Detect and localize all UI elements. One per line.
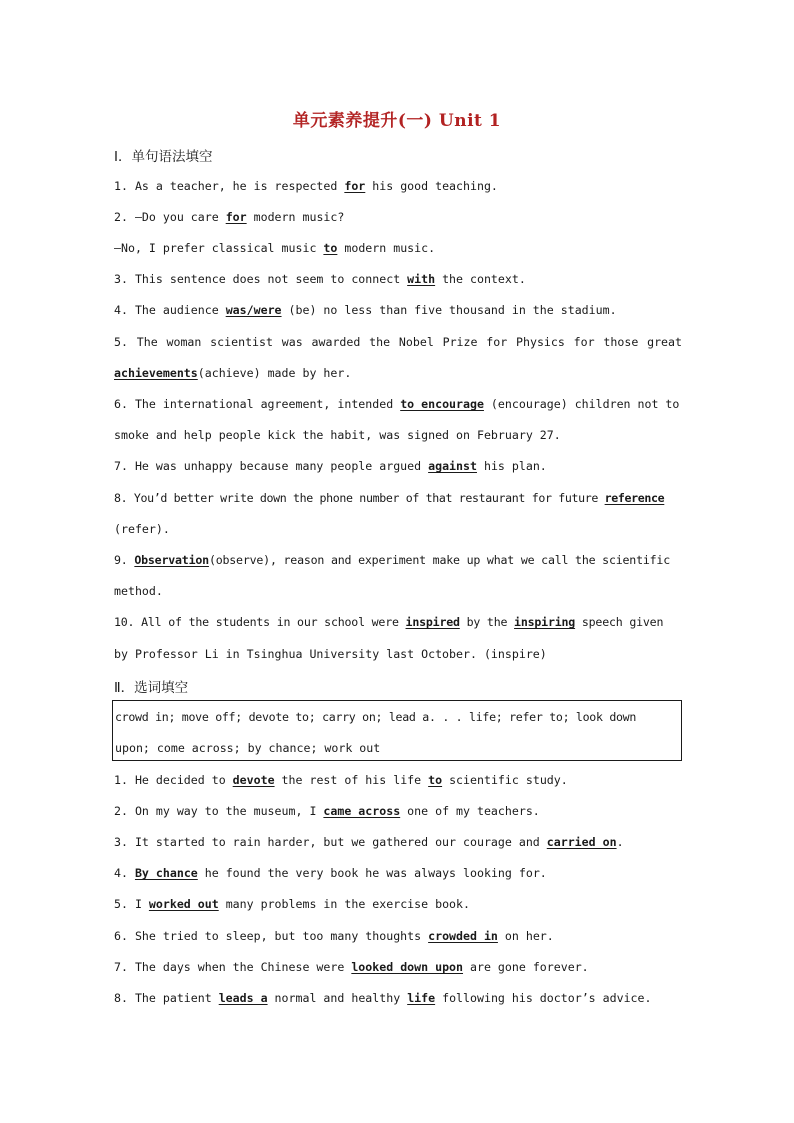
grammar-q9-line2: method. bbox=[114, 584, 163, 598]
choice-q2: 2. On my way to the museum, I came across one of my teachers. bbox=[114, 804, 540, 818]
choice-q3: 3. It started to rain harder, but we gathered our courage and carried on. bbox=[114, 835, 624, 849]
answer: inspired bbox=[405, 615, 460, 629]
answer: inspiring bbox=[514, 615, 576, 629]
section-heading-grammar: Ⅰ．单句语法填空 bbox=[114, 149, 213, 165]
choice-q4: 4. By chance he found the very book he was always looking for. bbox=[114, 866, 547, 880]
answer: for bbox=[344, 179, 366, 193]
grammar-q5-line1: 5. The woman scientist was awarded the Nobel Prize for Physics for those great bbox=[114, 335, 682, 349]
choice-q8: 8. The patient leads a normal and healthy life following his doctor’s advice. bbox=[114, 991, 652, 1005]
answer: came across bbox=[323, 804, 401, 818]
grammar-q6-line1: 6. The international agreement, intended to encourage (encourage) children not to bbox=[114, 397, 680, 411]
answer: to bbox=[323, 241, 338, 255]
answer: for bbox=[225, 210, 247, 224]
grammar-q10-line1: 10. All of the students in our school were inspired by the inspiring speech given bbox=[114, 615, 664, 629]
answer: worked out bbox=[148, 897, 219, 911]
grammar-q7: 7. He was unhappy because many people argued against his plan. bbox=[114, 459, 547, 473]
answer: looked down upon bbox=[351, 960, 464, 974]
page-title: 单元素养提升(一) Unit 1 bbox=[292, 111, 502, 131]
grammar-q5-line2: achievements(achieve) made by her. bbox=[114, 366, 352, 380]
choice-q1: 1. He decided to devote the rest of his life to scientific study. bbox=[114, 773, 568, 787]
answer: leads a bbox=[218, 991, 268, 1005]
answer: achievements bbox=[114, 366, 198, 380]
grammar-q9-line1: 9. Observation(observe), reason and experiment make up what we call the scientific bbox=[114, 553, 670, 567]
grammar-q2-reply: —No, I prefer classical music to modern music. bbox=[114, 241, 436, 255]
answer: Observation bbox=[134, 553, 209, 567]
choice-q7: 7. The days when the Chinese were looked down upon are gone forever. bbox=[114, 960, 589, 974]
answer: to bbox=[428, 773, 443, 787]
answer: was/were bbox=[225, 303, 282, 317]
grammar-q2-question: 2. —Do you care for modern music? bbox=[114, 210, 345, 224]
answer: crowded in bbox=[428, 929, 498, 943]
answer: with bbox=[407, 272, 436, 286]
answer: By chance bbox=[134, 866, 198, 880]
answer: life bbox=[407, 991, 436, 1005]
word-bank-line2: upon; come across; by chance; work out bbox=[115, 741, 381, 755]
answer: reference bbox=[604, 491, 665, 505]
choice-q5: 5. I worked out many problems in the exercise book. bbox=[114, 897, 470, 911]
grammar-q1: 1. As a teacher, he is respected for his good teaching. bbox=[114, 179, 498, 193]
answer: devote bbox=[232, 773, 275, 787]
word-bank-line1: crowd in; move off; devote to; carry on; lead a. . . life; refer to; look down bbox=[115, 710, 637, 724]
grammar-q10-line2: by Professor Li in Tsinghua University last October. (inspire) bbox=[114, 647, 547, 661]
grammar-q3: 3. This sentence does not seem to connect with the context. bbox=[114, 272, 526, 286]
grammar-q6-line2: smoke and help people kick the habit, was signed on February 27. bbox=[114, 428, 561, 442]
word-bank-box bbox=[112, 700, 682, 761]
choice-q6: 6. She tried to sleep, but too many thoughts crowded in on her. bbox=[114, 929, 554, 943]
grammar-q8-line2: (refer). bbox=[114, 522, 170, 536]
answer: carried on bbox=[546, 835, 617, 849]
answer: to encourage bbox=[400, 397, 484, 411]
answer: against bbox=[428, 459, 477, 473]
grammar-q8-line1: 8. You’d better write down the phone number of that restaurant for future reference bbox=[114, 491, 665, 505]
grammar-q4: 4. The audience was/were (be) no less than five thousand in the stadium. bbox=[114, 303, 617, 317]
section-heading-word-choice: Ⅱ．选词填空 bbox=[114, 680, 189, 696]
